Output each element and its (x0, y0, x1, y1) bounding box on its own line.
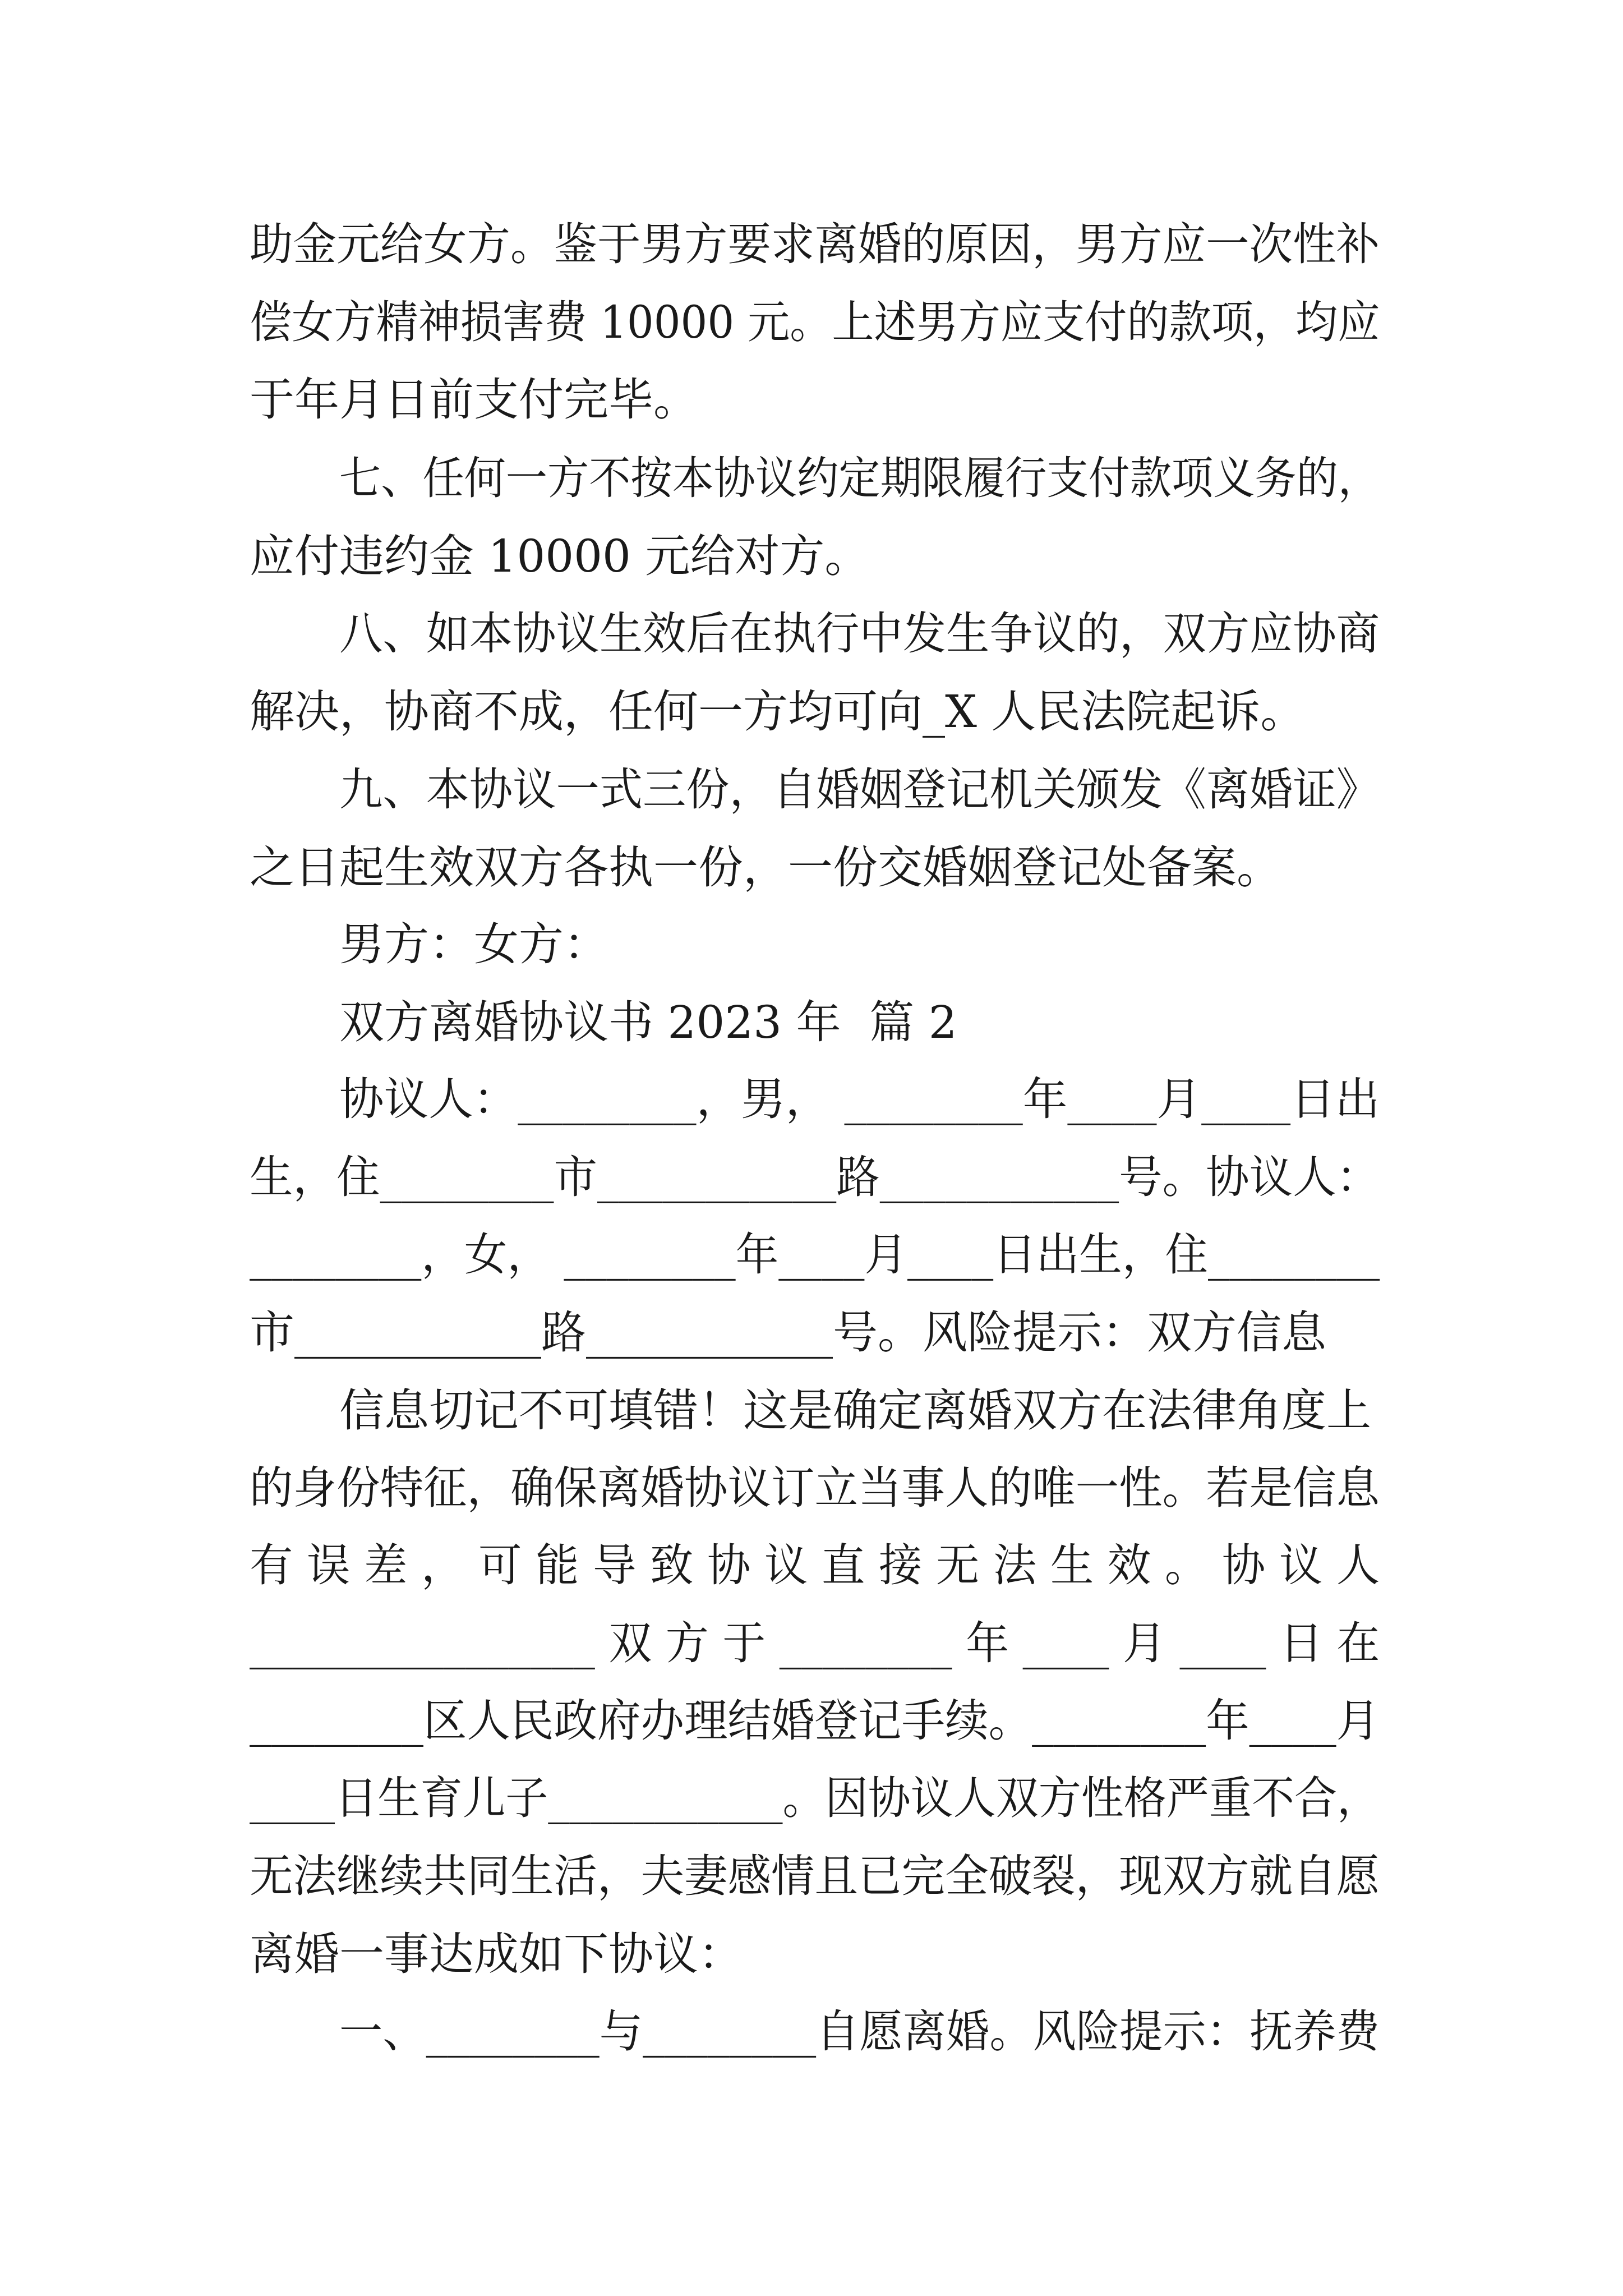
text-line-15: 市___________路___________号。风险提示：双方信息 (250, 1306, 1326, 1359)
text-line-16: 信息切记不可填错！这是确定离婚双方在法律角度上 (339, 1384, 1371, 1437)
text-line-6: 八、如本协议生效后在执行中发生争议的，双方应协商 (339, 608, 1380, 660)
text-line-4: 七、任何一方不按本协议约定期限履行支付款项义务的， (339, 452, 1380, 504)
text-line-3: 于年月日前支付完毕。 (250, 374, 698, 426)
text-line-24: 一、________与________自愿离婚。风险提示：抚养费 (339, 2005, 1380, 2058)
text-line-7: 解决，协商不成，任何一方均可向_X 人民法院起诉。 (250, 685, 1306, 738)
text-line-10: 男方：女方： (339, 918, 608, 970)
text-line-1: 助金元给女方。鉴于男方要求离婚的原因，男方应一次性补 (250, 218, 1380, 270)
text-line-23: 离婚一事达成如下协议： (250, 1928, 743, 1980)
text-line-13: 生，住________市___________路___________号。协议人： (250, 1151, 1380, 1203)
text-line-2: 偿女方精神损害费 10000 元。上述男方应支付的款项，均应 (250, 296, 1380, 348)
section-heading: 双方离婚协议书 2023 年 篇 2 (339, 996, 957, 1048)
text-line-17: 的身份特征，确保离婚协议订立当事人的唯一性。若是信息 (250, 1462, 1380, 1514)
text-line-22: 无法继续共同生活，夫妻感情且已完全破裂，现双方就自愿 (250, 1850, 1380, 1902)
text-line-9: 之日起生效双方各执一份，一份交婚姻登记处备案。 (250, 841, 1281, 894)
text-line-12: 协议人：________，男， ________年____月____日出 (339, 1073, 1380, 1125)
text-line-8: 九、本协议一式三份，自婚姻登记机关颁发《离婚证》 (339, 763, 1380, 816)
text-line-5: 应付违约金 10000 元给对方。 (250, 530, 870, 582)
text-line-18: 有 误 差 ， 可 能 导 致 协 议 直 接 无 法 生 效 。 协 议 人 (250, 1539, 1380, 1591)
text-line-14: ________，女， ________年____月____日出生，住________ (250, 1228, 1380, 1281)
text-line-21: ____日生育儿子___________。因协议人双方性格严重不合， (250, 1772, 1380, 1824)
text-line-20: ________区人民政府办理结婚登记手续。________年____月 (250, 1695, 1380, 1747)
text-line-19: ________________ 双 方 于 ________ 年 ____ 月 ____ 日 在 (250, 1617, 1380, 1669)
